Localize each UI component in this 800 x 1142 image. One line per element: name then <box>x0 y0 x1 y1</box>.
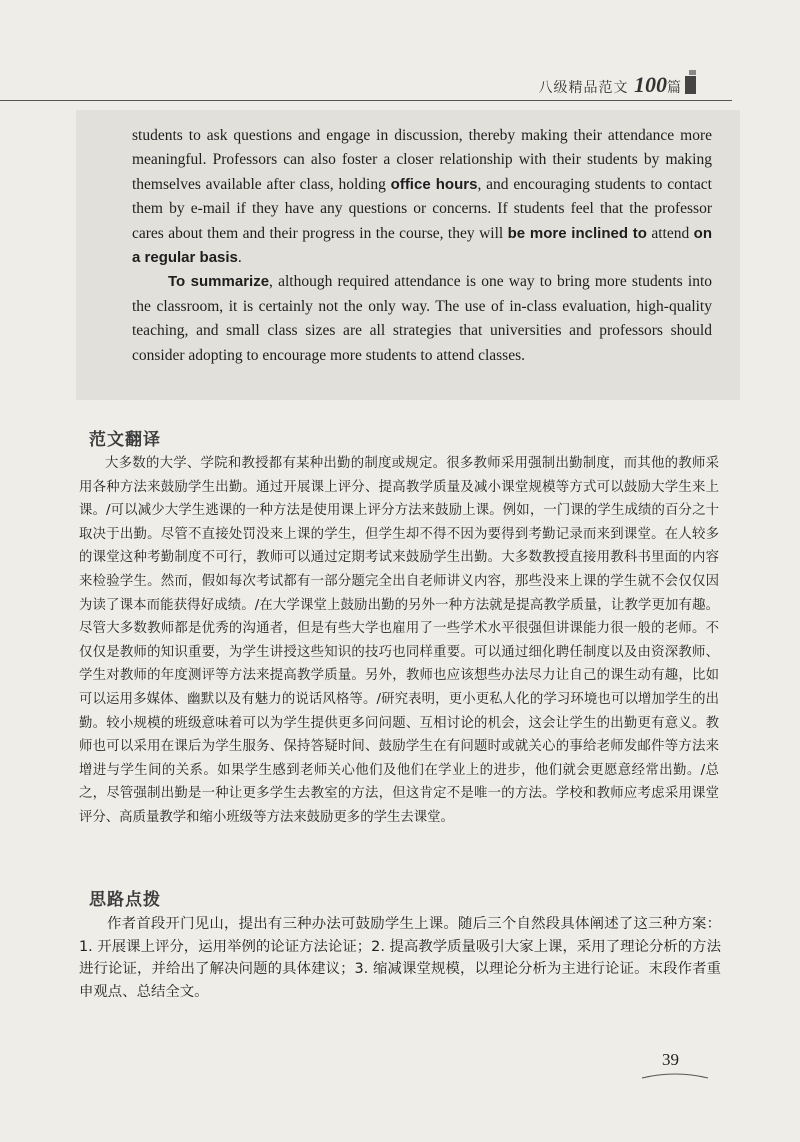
series-unit: 篇 <box>667 80 682 96</box>
english-essay <box>132 124 712 368</box>
running-header <box>539 72 682 98</box>
page-number: 39 <box>662 1050 679 1069</box>
translation-text: 大多数的大学、学院和教授都有某种出勤的制度或规定。很多教师采用强制出勤制度，而其他的教师采用各种方法来鼓励学生出勤。通过开展课上评分、提高教学质量及减小课堂规模等方式可以鼓励大学生来上课。/可以减少大学生逃课的一种方法是使用课上评分方法来鼓励上课。例如，一门课的学生成绩的百分之十取决于出勤。尽管不直接处罚没来上课的学生，但学生却不得不因为要得到考勤记录而来到课堂。在人较多的课堂这种考勤制度不可行，教师可以通过定期考试来鼓励学生出勤。大多数教授直接用教科书里面的内容来检验学生。然而，假如每次考试都有一部分题完全出自老师讲义内容，那些没来上课的学生就不会仅仅因为读了课本而能获得好成绩。/在大学课堂上鼓励出勤的另外一种方法就是提高教学质量，让教学更加有趣。尽管大多数教师都是优秀的沟通者，但是有些大学也雇用了一些学术水平很强但讲课能力很一般的老师。不仅仅是教师的知识重要，为学生讲授这些知识的技巧也同样重要。可以通过细化聘任制度以及由资深教师、学生对教师的年度测评等方法来提高教学质量。另外，教师也应该想些办法尽力让自己的课生动有趣，比如可以运用多媒体、幽默以及有魅力的说话风格等。/研究表明，更小更私人化的学习环境也可以增加学生的出勤。较小规模的班级意味着可以为学生提供更多问问题、互相讨论的机会，这会让学生的出勤更有意义。教师也可以采用在课后为学生服务、保持答疑时间、鼓励学生在有问题时或就关心的事给老师发邮件等方法来增进与学生间的关系。如果学生感到老师关心他们及他们在学业上的进步，他们就会更愿意经常出勤。/总之，尽管强制出勤是一种让更多学生去教室的方法，但这肯定不是唯一的方法。学校和教师应考虑采用课堂评分、高质量教学和缩小班级等方法来鼓励更多的学生去课堂。 <box>79 456 719 825</box>
page-number-swoosh <box>640 1070 710 1080</box>
header-ornament-small <box>689 70 696 75</box>
highlight-phrase: be more inclined to <box>507 224 647 242</box>
highlight-phrase: To summarize <box>168 273 270 291</box>
english-paragraph-1: students to ask questions and engage in discussion, thereby making their attendance more meaningful. Professors can also foster a closer relationship with their students by making themselves available after class, holding office hours, and encouraging students to contact them by e-mail if they have any questions or concerns. If students feel that the professor cares about them and their progress in the course, they will be more inclined to attend on a regular basis. <box>132 127 712 267</box>
series-number: 100 <box>634 72 667 97</box>
english-paragraph-2: To summarize, although required attendance is one way to bring more students into the classroom, it is certainly not the only way. The use of in-class evaluation, high-quality teaching, and small class sizes are all strategies that universities and professors should consider adopting to encourage more students to attend classes. <box>132 273 712 364</box>
header-ornament <box>685 76 696 94</box>
highlight-phrase: on a regular basis <box>132 224 712 267</box>
translation-heading: 范文翻译 <box>89 430 161 450</box>
ideas-heading: 思路点拨 <box>89 890 161 910</box>
series-title: 八级精品范文 <box>538 80 629 96</box>
header-rule <box>0 100 732 101</box>
ideas-text: 作者首段开门见山，提出有三种办法可鼓励学生上课。随后三个自然段具体阐述了这三种方案：1. 开展课上评分，运用举例的论证方法论证；2. 提高教学质量吸引大家上课，采用了理论分析的方法进行论证，并给出了解决问题的具体建议；3. 缩减课堂规模，以理论分析为主进行论证。末段作者重申观点、总结全文。 <box>79 916 721 1000</box>
highlight-phrase: office hours <box>390 175 478 193</box>
